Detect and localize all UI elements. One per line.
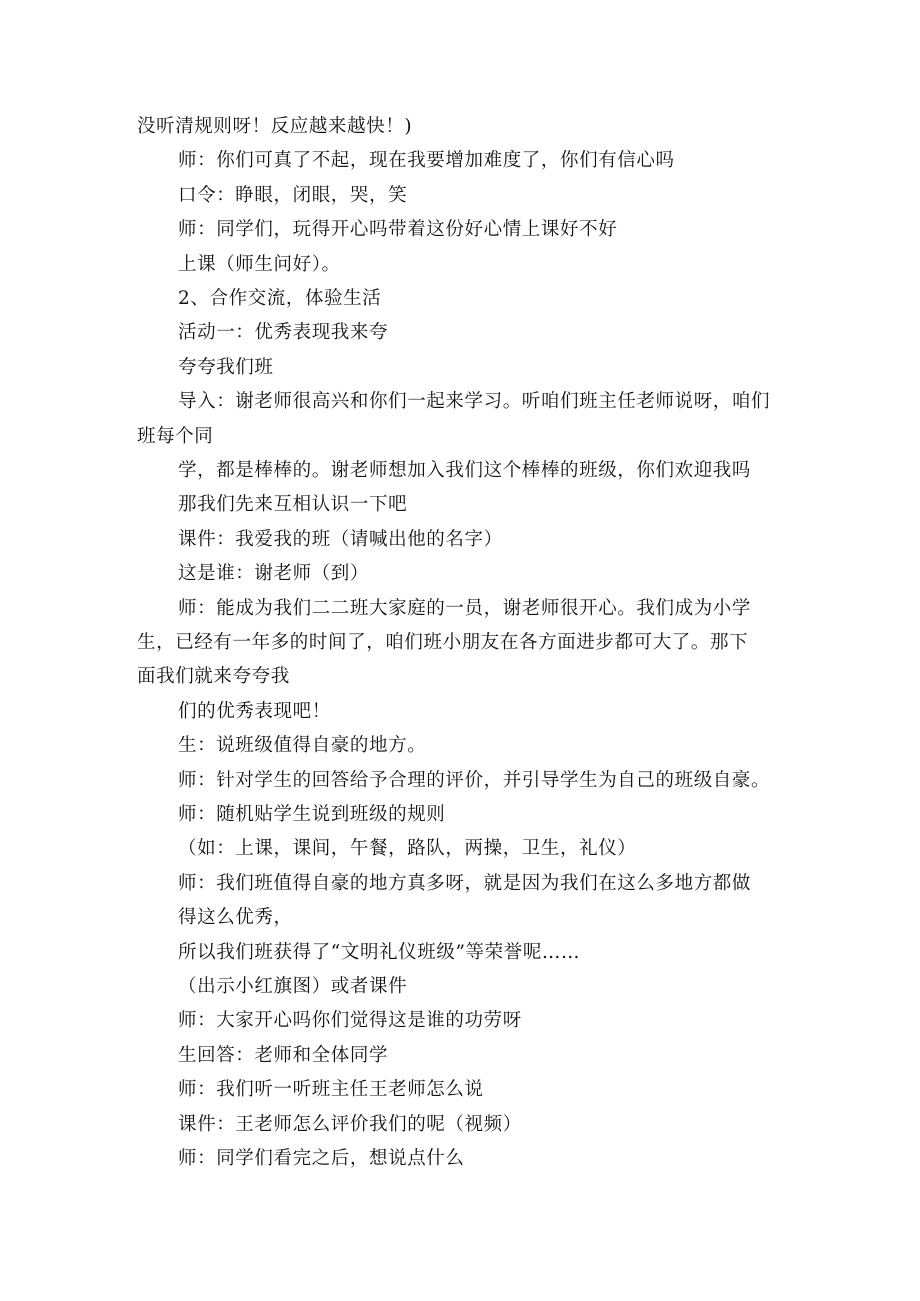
text-line: 师：我们班值得自豪的地方真多呀，就是因为我们在这么多地方都做 <box>178 873 752 894</box>
text-line: 师：针对学生的回答给予合理的评价，并引导学生为自己的班级自豪。 <box>178 770 771 791</box>
text-line: 活动一：优秀表现我来夸 <box>178 322 389 343</box>
text-line: 课件：我爱我的班（请喊出他的名字） <box>178 529 503 550</box>
text-line: 生回答：老师和全体同学 <box>178 1045 389 1066</box>
text-line: （出示小红旗图）或者课件 <box>178 976 408 997</box>
text-line: 师：我们听一听班主任王老师怎么说 <box>178 1079 484 1100</box>
text-line: 师：随机贴学生说到班级的规则 <box>178 804 446 825</box>
text-line: 师：你们可真了不起，现在我要增加难度了，你们有信心吗 <box>178 150 675 171</box>
text-line: 口令：睁眼，闭眼，哭，笑 <box>178 185 408 206</box>
text-line: 面我们就来夸夸我 <box>137 666 290 687</box>
text-line: 这是谁：谢老师（到） <box>178 563 370 584</box>
text-line: 得这么优秀， <box>178 907 293 928</box>
text-line: 师：同学们看完之后，想说点什么 <box>178 1148 465 1169</box>
text-line: 师：同学们，玩得开心吗带着这份好心情上课好不好 <box>178 219 618 240</box>
text-line: （如：上课，课间，午餐，路队，两操，卫生，礼仪） <box>178 838 637 859</box>
text-line: 上课（师生问好）。 <box>178 254 341 275</box>
text-line: 夸夸我们班 <box>178 357 274 378</box>
text-line: 课件：王老师怎么评价我们的呢（视频） <box>178 1114 522 1135</box>
text-line: 生：说班级值得自豪的地方。 <box>178 735 427 756</box>
text-line: 师：能成为我们二二班大家庭的一员，谢老师很开心。我们成为小学 <box>178 598 752 619</box>
text-line: 那我们先来互相认识一下吧 <box>178 494 408 515</box>
text-line: 班每个同 <box>137 426 214 447</box>
text-line: 学，都是棒棒的。谢老师想加入我们这个棒棒的班级，你们欢迎我吗 <box>178 460 752 481</box>
text-line: 导入：谢老师很高兴和你们一起来学习。听咱们班主任老师说呀，咱们 <box>178 391 771 412</box>
text-line: 所以我们班获得了“文明礼仪班级”等荣誉呢…… <box>178 942 581 963</box>
text-line: 生，已经有一年多的时间了，咱们班小朋友在各方面进步都可大了。那下 <box>137 632 749 653</box>
section-heading: 2、合作交流，体验生活 <box>178 288 382 309</box>
text-line: 们的优秀表现吧！ <box>178 701 331 722</box>
text-line: 师：大家开心吗你们觉得这是谁的功劳呀 <box>178 1010 522 1031</box>
text-line: 没听清规则呀！反应越来越快！) <box>137 116 413 137</box>
